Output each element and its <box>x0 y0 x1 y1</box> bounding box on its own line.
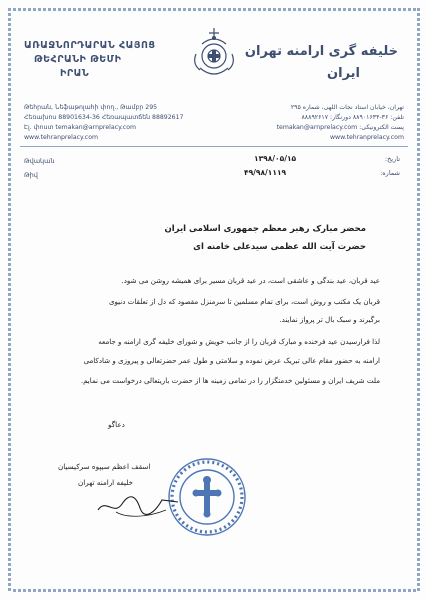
date-label: تاریخ: <box>384 155 400 163</box>
contact-website: www.tehranprelacy.com <box>24 134 99 141</box>
persian-title-line-2: ایران <box>327 66 360 81</box>
armenian-title-line-2: ԹԵՀՐԱՆԻ ԹԵՄԻ <box>34 54 122 65</box>
header-divider <box>20 146 408 147</box>
contact-phone-fa: تلفن: ۳۶-۸۸۹۰۱۶۳۴ دورنگار: ۸۸۸۹۲۶۱۷ <box>301 114 404 121</box>
date-label-armenian: Թվական <box>24 157 55 165</box>
persian-title-line-1: خلیفه گری ارامنه تهران <box>244 44 398 59</box>
body-paragraph-3-line-3: ملت شریف ایران و مسئولین خدمتگزار را در تمامی زمینه ها از حضرت باریتعالی درخواست می نمایم. <box>80 376 380 385</box>
contact-email: Էլ. փոստ temakan@arnprelacy.com <box>24 124 137 131</box>
armenian-title-line-3: ԻՐԱՆ <box>60 68 90 79</box>
contact-address: Թեհրան, Նեֆաթոլահի փող., Թամբր 295 <box>24 104 158 111</box>
body-paragraph-2-line-1: قربان یک مکتب و روش است، برای تمام مسلمین تا سرمنزل مقصود که دل از تعلقات دنیوی <box>108 297 380 306</box>
addressee-line-1: محضر مبارک رهبر معظم جمهوری اسلامی ایران <box>164 224 366 234</box>
signatory-title: خلیفه ارامنه تهران <box>78 478 133 487</box>
handwritten-signature-icon <box>96 492 180 520</box>
ornamental-border-top <box>8 8 420 11</box>
date-value: ۱۳۹۸/۰۵/۱۵ <box>254 154 297 163</box>
closing-word: دعاگو <box>108 420 125 429</box>
ornamental-border-left <box>8 8 11 592</box>
number-label: شماره: <box>380 169 400 177</box>
ornamental-border-bottom <box>8 589 420 592</box>
armenian-title-line-1: ԱՌԱՋՆՈՐԴԱՐԱՆ ՀԱՅՈՑ <box>24 40 156 51</box>
addressee-line-2: حضرت آیت الله عظمی سیدعلی خامنه ای <box>193 242 366 252</box>
body-paragraph-1-line-1: عید قربان، عید بندگی و عاشقی است، در عید قربان مسیر برای همیشه روشن می شود. <box>121 276 380 285</box>
signatory-name: اسقف اعظم سیپوه سرکیسیان <box>58 462 151 471</box>
armenian-church-crest-icon <box>188 24 240 86</box>
number-label-armenian: Թիվ <box>24 171 38 179</box>
contact-address-fa: تهران، خیابان استاد نجات اللهی، شماره ۲۹۵ <box>290 104 404 111</box>
body-paragraph-2-line-2: برگیرند و سبک بال تر پرواز نمایند. <box>279 315 380 324</box>
ornamental-border-right <box>417 8 420 592</box>
body-paragraph-3-line-1: لذا فرارسیدن عید فرخنده و مبارک قربان را از جانب خویش و شورای خلیفه گری ارامنه و جامعه <box>98 337 380 346</box>
number-value: ۴۹/۹۸/۱۱۱۹ <box>244 168 287 177</box>
contact-phone: Հեռախոս 88901634-36 Հեռապատճեն 88892617 <box>24 114 184 121</box>
body-paragraph-3-line-2: ارامنه به حضور مقام عالی تبریک عرض نموده و سلامتی و طول عمر حضرتعالی و پیروزی و شادکامی <box>83 356 380 365</box>
contact-website-fa: www.tehranprelacy.com <box>329 134 404 141</box>
contact-email-fa: پست الکترونیکی: temakan@arnprelacy.com <box>276 124 404 131</box>
